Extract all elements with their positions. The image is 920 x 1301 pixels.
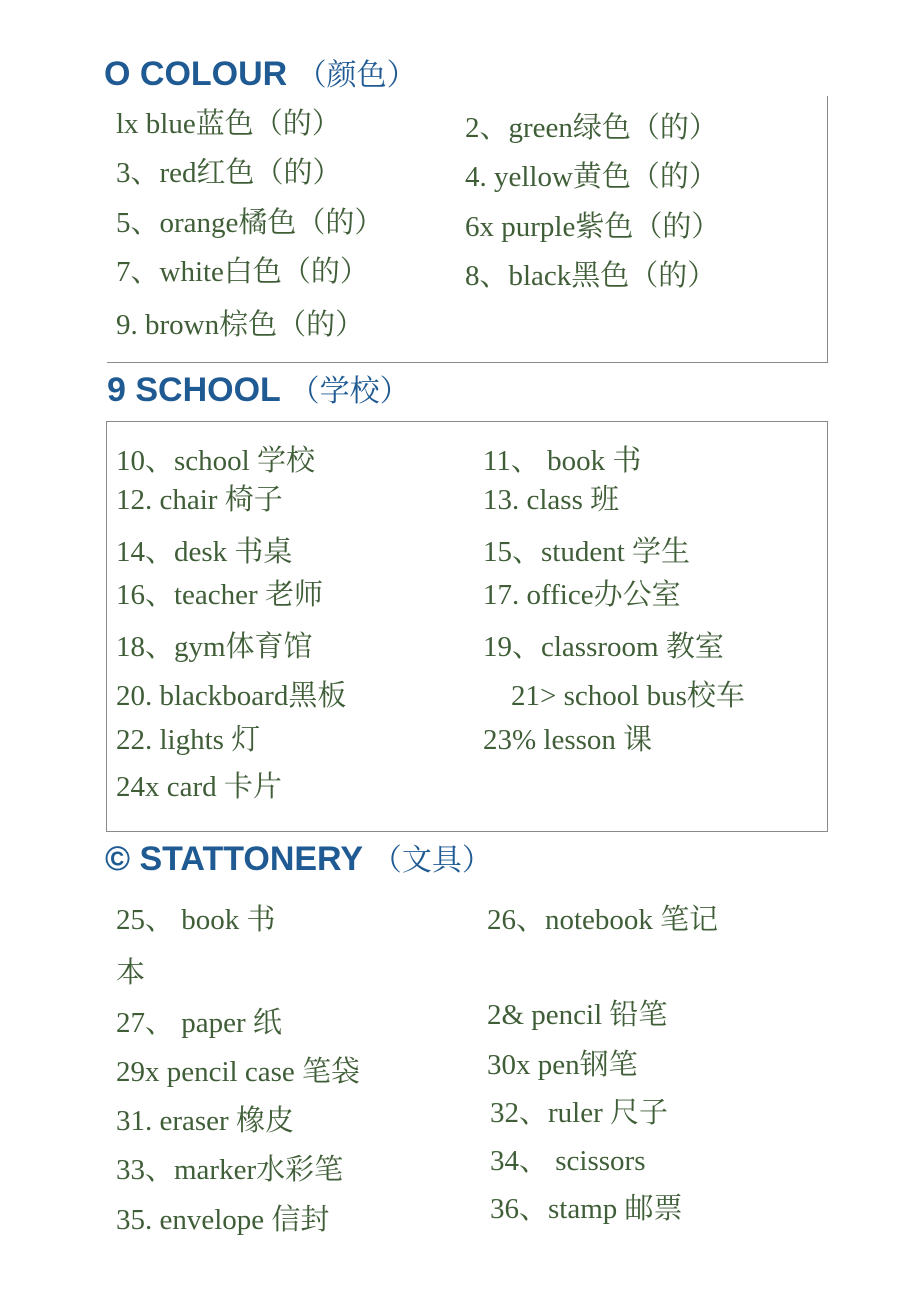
stationery-item: 29x pencil case 笔袋 <box>116 1056 361 1088</box>
stationery-item: 25、 book 书 <box>116 904 276 936</box>
colour-box-right-border <box>827 96 828 362</box>
heading-text: 9 SCHOOL <box>107 371 281 409</box>
heading-text: O COLOUR <box>104 55 288 93</box>
heading-cn-text: （学校） <box>289 374 410 409</box>
stationery-item: 2& pencil 铅笔 <box>487 999 668 1031</box>
colour-item: 5、orange橘色（的） <box>116 207 384 239</box>
section-heading-colour <box>104 54 417 96</box>
school-item: 10、school 学校 <box>116 445 315 477</box>
heading-cn-text: （文具） <box>371 843 492 878</box>
stationery-item: 33、marker水彩笔 <box>116 1154 344 1186</box>
stationery-item: 32、ruler 尺子 <box>490 1097 668 1129</box>
school-item: 17. office办公室 <box>483 579 681 611</box>
colour-item: 7、white白色（的） <box>116 256 369 288</box>
stationery-item: 35. envelope 信封 <box>116 1204 330 1236</box>
colour-item: 6x purple紫色（的） <box>465 211 721 243</box>
school-item: 24x card 卡片 <box>116 771 282 803</box>
school-item: 13. class 班 <box>483 484 620 516</box>
school-item: 14、desk 书桌 <box>116 536 293 568</box>
school-item: 23% lesson 课 <box>483 724 653 756</box>
school-item: 15、student 学生 <box>483 536 691 568</box>
stationery-item: 34、 scissors <box>490 1145 646 1177</box>
school-item: 11、 book 书 <box>483 445 642 477</box>
stationery-item: 26、notebook 笔记 <box>487 904 719 936</box>
stationery-item: 本 <box>116 957 146 989</box>
colour-item: 4. yellow黄色（的） <box>465 161 718 193</box>
colour-item: 2、green绿色（的） <box>465 112 718 144</box>
colour-box-bottom-border <box>107 362 828 363</box>
stationery-item: 36、stamp 邮票 <box>490 1193 683 1225</box>
school-item: 20. blackboard黑板 <box>116 680 347 712</box>
heading-text: © STATTONERY <box>105 840 363 878</box>
section-heading-school <box>107 370 410 412</box>
stationery-item: 30x pen钢笔 <box>487 1049 638 1081</box>
colour-item: lx blue蓝色（的） <box>116 108 341 140</box>
school-item: 16、teacher 老师 <box>116 579 323 611</box>
colour-item: 8、black黑色（的） <box>465 260 717 292</box>
stationery-item: 31. eraser 橡皮 <box>116 1105 294 1137</box>
stationery-item: 27、 paper 纸 <box>116 1007 282 1039</box>
section-heading-stationery <box>105 839 492 881</box>
school-item: 19、classroom 教室 <box>483 631 724 663</box>
school-item: 22. lights 灯 <box>116 724 261 756</box>
school-item: 18、gym体育馆 <box>116 631 313 663</box>
heading-cn-text: （颜色） <box>296 58 417 93</box>
school-item: 12. chair 椅子 <box>116 484 283 516</box>
school-item: 21> school bus校车 <box>511 680 745 712</box>
colour-item: 9. brown棕色（的） <box>116 309 365 341</box>
colour-item: 3、red红色（的） <box>116 157 342 189</box>
